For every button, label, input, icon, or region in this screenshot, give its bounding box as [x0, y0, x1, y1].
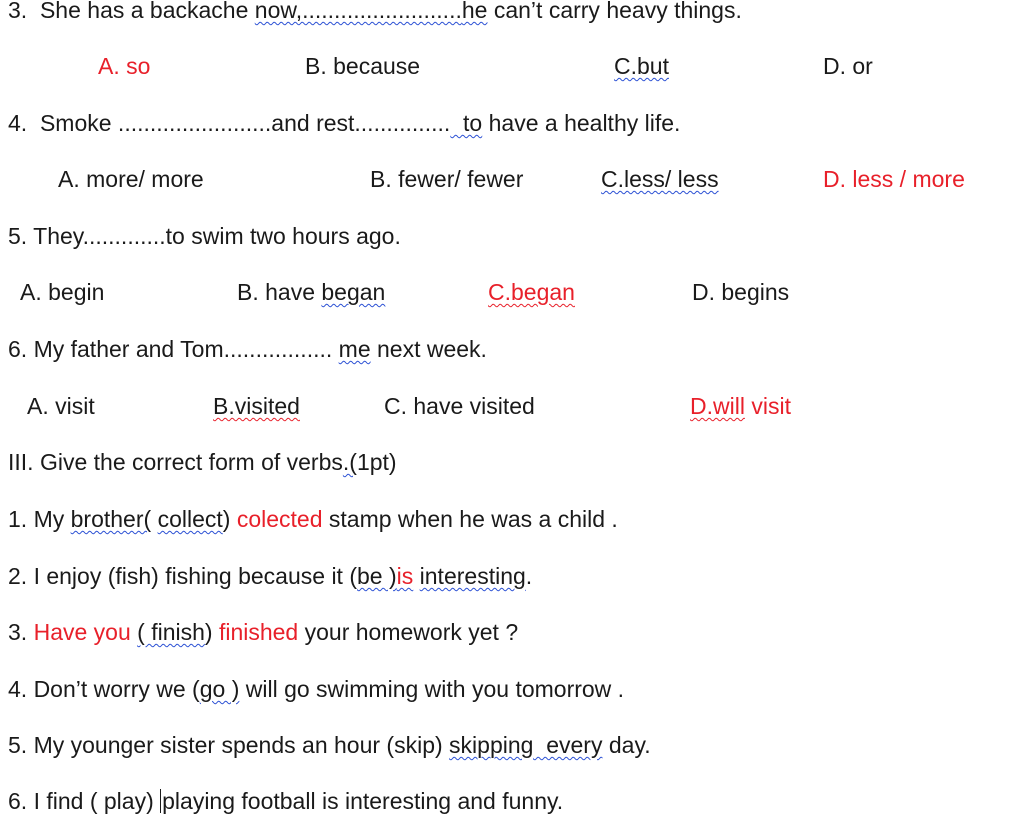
q6-option-a[interactable]: A. visit	[27, 393, 95, 419]
verb-sentence-2: 2. I enjoy (fish) fishing because it (be )is interesting.	[8, 563, 533, 589]
q5-option-b[interactable]: B. have began	[237, 279, 386, 305]
q4-option-c[interactable]: C.less/ less	[601, 166, 719, 192]
verb-sentence-1: 1. My brother( collect) colected stamp when he was a child .	[8, 506, 618, 532]
word-he: he	[461, 0, 488, 23]
verb-sentence-4: 4. Don’t worry we (go ) will go swimming with you tomorrow .	[8, 676, 625, 702]
q3-option-b[interactable]: B. because	[305, 53, 421, 79]
section-3-heading: III. Give the correct form of verbs.(1pt)	[8, 449, 397, 475]
verb-sentence-3: 3. Have you ( finish) finished your homework yet ?	[8, 619, 519, 645]
q6-option-b[interactable]: B.visited	[213, 393, 300, 419]
answer-3: finished	[212, 619, 299, 645]
q5-option-a[interactable]: A. begin	[20, 279, 105, 305]
q5-option-c[interactable]: C.began	[488, 279, 575, 305]
q5-option-d[interactable]: D. begins	[692, 279, 790, 305]
q3-option-d[interactable]: D. or	[823, 53, 873, 79]
verb-sentence-6[interactable]: 6. I find ( play) playing football is interesting and funny.	[8, 788, 564, 814]
q4-option-b[interactable]: B. fewer/ fewer	[370, 166, 524, 192]
word-me: me	[338, 336, 371, 362]
question-6-stem: 6. My father and Tom................. me next week.	[8, 336, 487, 362]
answer-2: is	[396, 563, 414, 589]
q4-option-d[interactable]: D. less / more	[823, 166, 965, 192]
q6-option-c[interactable]: C. have visited	[384, 393, 535, 419]
question-4-stem: 4. Smoke ........................and rest............... to have a healthy life.	[8, 110, 681, 136]
question-5-stem: 5. They.............to swim two hours ago.	[8, 223, 401, 249]
q4-option-a[interactable]: A. more/ more	[58, 166, 204, 192]
answer-1: colected	[236, 506, 323, 532]
q3-option-c[interactable]: C.but	[614, 53, 669, 79]
q6-option-d[interactable]: D.will visit	[690, 393, 791, 419]
word-to: to	[450, 110, 483, 136]
blank-now: now,.........................	[254, 0, 462, 23]
verb-sentence-5: 5. My younger sister spends an hour (skip) skipping every day.	[8, 732, 651, 758]
question-3-stem: 3. She has a backache now,.........................he can’t carry heavy things.	[8, 0, 742, 25]
q3-option-a[interactable]: A. so	[98, 53, 151, 79]
text-cursor	[160, 789, 161, 813]
